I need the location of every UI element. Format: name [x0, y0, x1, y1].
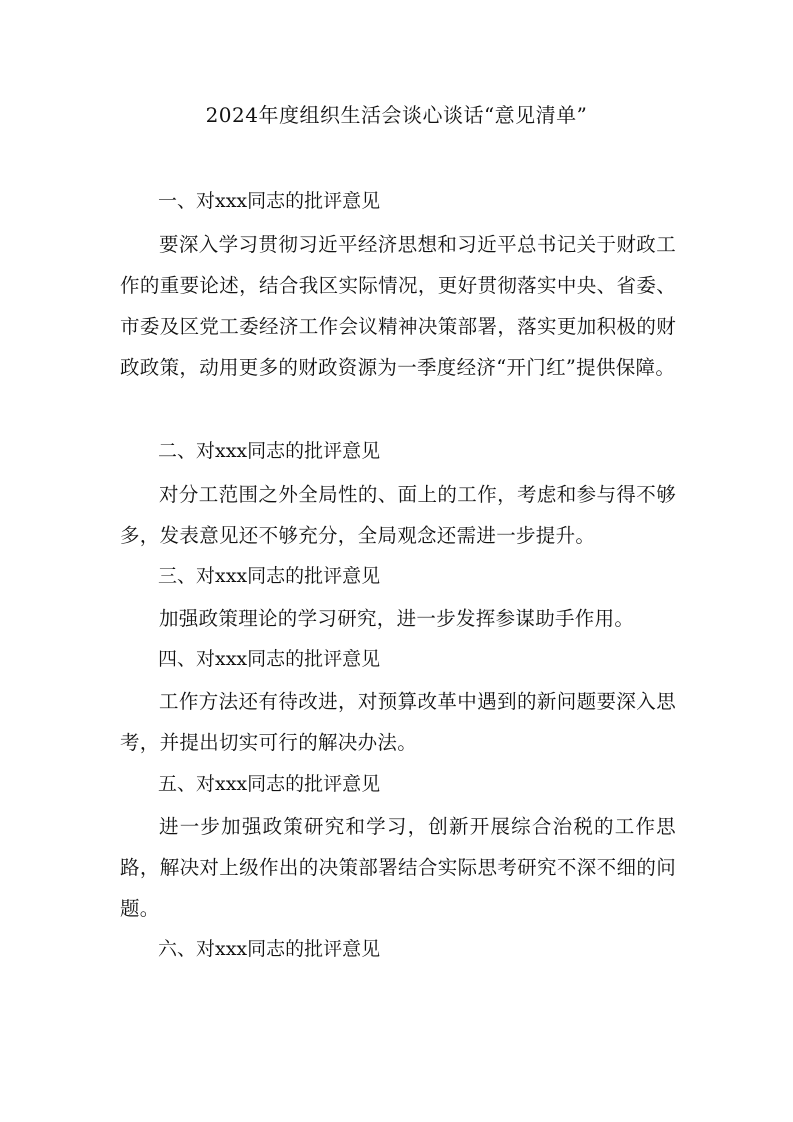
section-heading-3: 三、对xxx同志的批评意见 — [158, 565, 381, 587]
section-body-4: 工作方法还有待改进，对预算改革中遇到的新问题要深入思考，并提出切实可行的解决办法。 — [120, 690, 676, 754]
section-body-5: 进一步加强政策研究和学习，创新开展综合治税的工作思路，解决对上级作出的决策部署结合实际思考研究不深不细的问题。 — [120, 815, 676, 920]
section-body-3: 加强政策理论的学习研究，进一步发挥参谋助手作用。 — [159, 607, 635, 630]
section-heading-4: 四、对xxx同志的批评意见 — [158, 648, 381, 670]
section-heading-1: 一、对xxx同志的批评意见 — [158, 190, 381, 212]
section-body-2: 对分工范围之外全局性的、面上的工作，考虑和参与得不够多，发表意见还不够充分，全局观念还需进一步提升。 — [120, 483, 676, 547]
section-body-1: 要深入学习贯彻习近平经济思想和习近平总书记关于财政工作的重要论述，结合我区实际情况，更好贯彻落实中央、省委、市委及区党工委经济工作会议精神决策部署，落实更加积极的财政政策，动用更多的财政资源为一季度经济“开门红”提供保障。 — [120, 233, 676, 379]
document-title: 2024年度组织生活会谈心谈话“意见清单” — [205, 103, 588, 127]
section-heading-6: 六、对xxx同志的批评意见 — [158, 938, 381, 960]
section-heading-2: 二、对xxx同志的批评意见 — [158, 440, 381, 462]
section-heading-5: 五、对xxx同志的批评意见 — [158, 773, 381, 795]
